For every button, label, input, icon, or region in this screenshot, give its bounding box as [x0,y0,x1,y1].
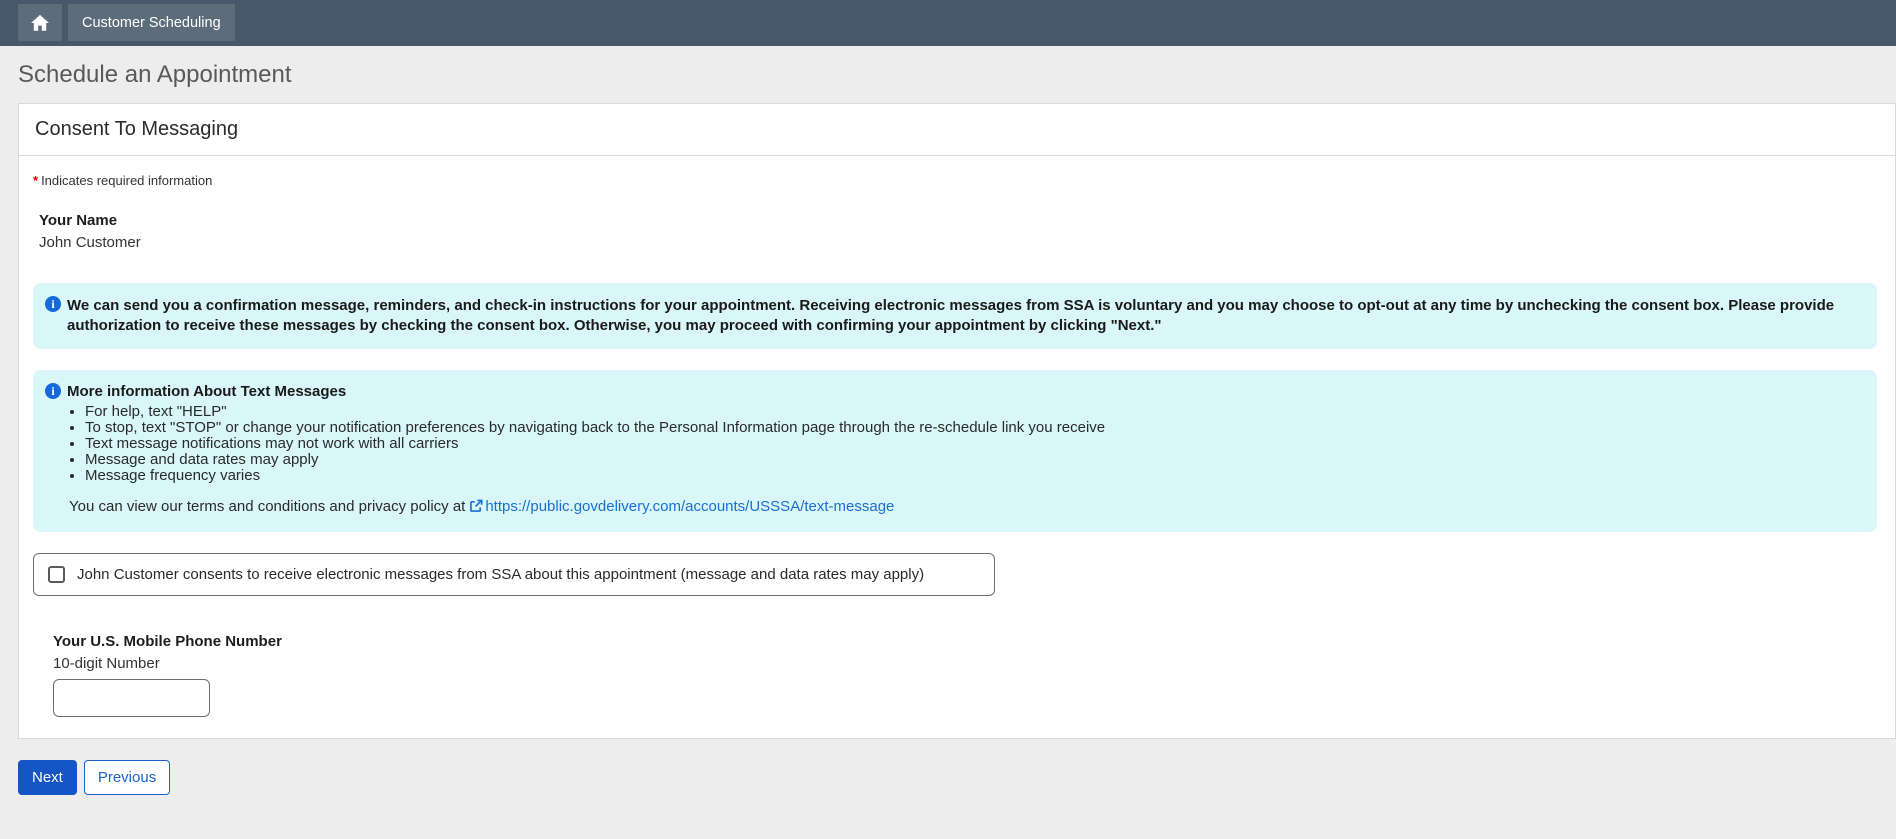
info-icon: i [45,296,61,312]
phone-block [53,633,1877,717]
external-link-icon [469,499,483,517]
your-name-block [39,212,1877,251]
list-item: • To stop, text "STOP" or change your notification preferences by navigating back to the Personal Information page through the re-schedule link you receive [85,420,1859,436]
your-name-label: Your Name [39,212,118,229]
consent-info-text: We can send you a confirmation message, reminders, and check-in instructions for your appointment. Receiving electronic messages from SSA is voluntary and you may choose to opt-out at any time by unchecking the consent box. Please provide authorization to receive these messages by checking the consent box. Otherwise, you may proceed with confirming your appointment by clicking "Next." [67,297,1835,334]
your-name-value: John Customer [39,234,141,251]
card-body [19,156,1895,738]
phone-sublabel: 10-digit Number [53,655,160,672]
phone-input[interactable] [53,679,210,717]
terms-line [69,498,1859,517]
required-asterisk: * [33,173,39,188]
card-title: Consent To Messaging [19,104,1895,156]
home-button[interactable] [18,4,62,41]
consent-card [18,103,1896,739]
page-title: Schedule an Appointment [18,61,292,88]
list-item: • Text message notifications may not work with all carriers [85,436,1859,452]
text-message-info-list [45,404,1859,484]
previous-button[interactable]: Previous [84,760,170,795]
required-note [33,173,1877,188]
consent-checkbox[interactable] [48,566,65,583]
next-button[interactable]: Next [18,760,77,795]
tab-customer-scheduling-label: Customer Scheduling [82,14,221,31]
tab-customer-scheduling[interactable] [68,4,235,41]
list-item: • For help, text "HELP" [85,404,1859,420]
home-icon [30,14,50,32]
terms-prefix: You can view our terms and conditions and privacy policy at [69,498,466,515]
list-item: • Message and data rates may apply [85,452,1859,468]
action-buttons [18,760,1896,795]
consent-info-box [33,283,1877,349]
consent-checkbox-container[interactable] [33,553,995,596]
phone-label: Your U.S. Mobile Phone Number [53,633,282,650]
text-message-info-box [33,370,1877,532]
consent-checkbox-label: John Customer consents to receive electronic messages from SSA about this appointment (message and data rates may apply) [77,566,925,583]
top-navbar [0,0,1896,46]
required-note-text: Indicates required information [41,173,213,188]
text-message-info-title: More information About Text Messages [67,383,347,400]
terms-and-conditions-link[interactable]: https://public.govdelivery.com/accounts/USSSA/text-message [485,498,895,515]
list-item: • Message frequency varies [85,468,1859,484]
info-icon: i [45,383,61,399]
